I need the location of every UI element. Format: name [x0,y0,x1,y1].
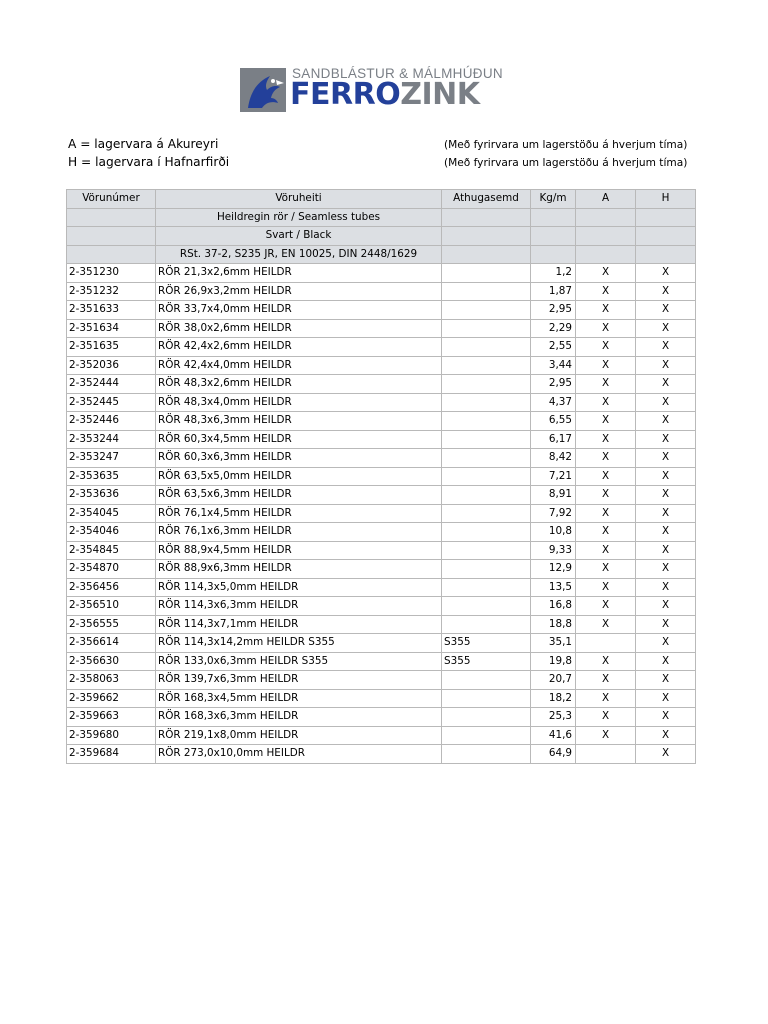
cell-remark [442,689,531,708]
cell-kg-per-m: 18,2 [531,689,576,708]
cell-kg-per-m: 35,1 [531,634,576,653]
subheader-row [67,245,696,264]
cell-kg-per-m: 1,2 [531,264,576,283]
table-row [67,467,696,486]
table-row [67,449,696,468]
cell-product-number: 2-352444 [67,375,156,394]
cell-product-number: 2-356630 [67,652,156,671]
table-row [67,671,696,690]
table-row [67,541,696,560]
cell-stock-a [576,634,636,653]
cell-kg-per-m: 8,91 [531,486,576,505]
cell-stock-h: X [636,597,696,616]
cell-kg-per-m: 1,87 [531,282,576,301]
cell-stock-h: X [636,652,696,671]
cell-product-number: 2-351232 [67,282,156,301]
cell-remark: S355 [442,634,531,653]
cell-stock-a: X [576,597,636,616]
cell-product-name: RÖR 88,9x4,5mm HEILDR [156,541,442,560]
cell-remark [442,541,531,560]
cell-remark [442,486,531,505]
cell-stock-h: X [636,634,696,653]
cell-product-name: RÖR 38,0x2,6mm HEILDR [156,319,442,338]
cell-stock-a: X [576,393,636,412]
cell-product-number: 2-359662 [67,689,156,708]
cell-product-name: RÖR 26,9x3,2mm HEILDR [156,282,442,301]
brand-tagline: SANDBLÁSTUR & MÁLMHÚÐUN [292,66,503,81]
cell-stock-a: X [576,301,636,320]
table-row [67,375,696,394]
subheader-standard: RSt. 37-2, S235 JR, EN 10025, DIN 2448/1629 [156,245,442,264]
cell-stock-h: X [636,449,696,468]
cell-product-number: 2-351634 [67,319,156,338]
table-row [67,634,696,653]
cell-product-name: RÖR 114,3x14,2mm HEILDR S355 [156,634,442,653]
cell-remark [442,319,531,338]
cell-product-number: 2-353636 [67,486,156,505]
cell-product-name: RÖR 42,4x2,6mm HEILDR [156,338,442,357]
cell-product-name: RÖR 114,3x6,3mm HEILDR [156,597,442,616]
cell-kg-per-m: 2,95 [531,301,576,320]
subheader-row [67,208,696,227]
cell-product-number: 2-356555 [67,615,156,634]
cell-product-name: RÖR 48,3x4,0mm HEILDR [156,393,442,412]
cell-stock-a: X [576,412,636,431]
cell-kg-per-m: 16,8 [531,597,576,616]
cell-stock-a: X [576,541,636,560]
product-table [66,189,696,764]
cell-product-number: 2-351230 [67,264,156,283]
cell-stock-h: X [636,412,696,431]
cell-product-name: RÖR 76,1x4,5mm HEILDR [156,504,442,523]
cell-stock-h: X [636,726,696,745]
cell-remark [442,745,531,764]
table-row [67,319,696,338]
cell-stock-a: X [576,430,636,449]
cell-remark [442,523,531,542]
cell-stock-a: X [576,726,636,745]
cell-stock-a: X [576,375,636,394]
cell-stock-h: X [636,356,696,375]
cell-stock-h: X [636,745,696,764]
cell-remark [442,726,531,745]
cell-product-number: 2-356510 [67,597,156,616]
cell-product-name: RÖR 114,3x5,0mm HEILDR [156,578,442,597]
cell-product-number: 2-353247 [67,449,156,468]
cell-stock-a: X [576,671,636,690]
table-row [67,282,696,301]
cell-product-number: 2-354845 [67,541,156,560]
cell-stock-h: X [636,523,696,542]
cell-kg-per-m: 7,92 [531,504,576,523]
cell-product-name: RÖR 88,9x6,3mm HEILDR [156,560,442,579]
cell-remark [442,301,531,320]
cell-kg-per-m: 3,44 [531,356,576,375]
cell-product-name: RÖR 60,3x4,5mm HEILDR [156,430,442,449]
cell-kg-per-m: 7,21 [531,467,576,486]
table-row [67,264,696,283]
cell-product-name: RÖR 114,3x7,1mm HEILDR [156,615,442,634]
cell-remark [442,282,531,301]
legend-akureyri: A = lagervara á Akureyri [68,137,219,151]
table-row [67,615,696,634]
cell-kg-per-m: 19,8 [531,652,576,671]
cell-product-name: RÖR 33,7x4,0mm HEILDR [156,301,442,320]
cell-stock-a: X [576,467,636,486]
cell-stock-h: X [636,393,696,412]
cell-remark [442,671,531,690]
cell-product-number: 2-351633 [67,301,156,320]
cell-stock-h: X [636,338,696,357]
subheader-row [67,227,696,246]
cell-product-name: RÖR 63,5x5,0mm HEILDR [156,467,442,486]
cell-kg-per-m: 9,33 [531,541,576,560]
cell-kg-per-m: 12,9 [531,560,576,579]
cell-remark [442,412,531,431]
cell-remark [442,375,531,394]
cell-kg-per-m: 13,5 [531,578,576,597]
cell-product-number: 2-359680 [67,726,156,745]
cell-remark: S355 [442,652,531,671]
cell-remark [442,264,531,283]
cell-kg-per-m: 18,8 [531,615,576,634]
cell-product-number: 2-356456 [67,578,156,597]
col-header-kg-per-m: Kg/m [531,190,576,209]
cell-product-name: RÖR 76,1x6,3mm HEILDR [156,523,442,542]
table-header-row [67,190,696,209]
cell-stock-h: X [636,689,696,708]
cell-stock-h: X [636,504,696,523]
cell-stock-h: X [636,467,696,486]
table-row [67,430,696,449]
cell-stock-h: X [636,560,696,579]
subheader-tube-type: Heildregin rör / Seamless tubes [156,208,442,227]
legend-hafnarfjordur: H = lagervara í Hafnarfirði [68,155,230,169]
legend-note-akureyri: (Með fyrirvara um lagerstöðu á hverjum tíma) [444,139,688,151]
cell-kg-per-m: 64,9 [531,745,576,764]
cell-stock-a: X [576,578,636,597]
table-row [67,726,696,745]
table-row [67,486,696,505]
cell-remark [442,430,531,449]
cell-kg-per-m: 4,37 [531,393,576,412]
table-row [67,504,696,523]
cell-kg-per-m: 2,29 [531,319,576,338]
brand-name [290,78,479,112]
cell-stock-h: X [636,708,696,727]
cell-product-number: 2-354045 [67,504,156,523]
table-row [67,338,696,357]
table-row [67,578,696,597]
cell-product-number: 2-359663 [67,708,156,727]
col-header-h: H [636,190,696,209]
cell-stock-h: X [636,282,696,301]
cell-kg-per-m: 8,42 [531,449,576,468]
brand-name-part2: ZINK [400,77,480,112]
cell-kg-per-m: 6,55 [531,412,576,431]
cell-stock-a: X [576,264,636,283]
cell-stock-h: X [636,375,696,394]
cell-stock-a: X [576,689,636,708]
cell-product-number: 2-359684 [67,745,156,764]
eagle-logo-icon [240,68,286,112]
cell-product-name: RÖR 48,3x2,6mm HEILDR [156,375,442,394]
cell-product-name: RÖR 273,0x10,0mm HEILDR [156,745,442,764]
cell-stock-a: X [576,560,636,579]
cell-stock-a [576,745,636,764]
cell-product-name: RÖR 42,4x4,0mm HEILDR [156,356,442,375]
subheader-finish: Svart / Black [156,227,442,246]
cell-kg-per-m: 20,7 [531,671,576,690]
col-header-product-name: Vöruheiti [156,190,442,209]
cell-product-name: RÖR 133,0x6,3mm HEILDR S355 [156,652,442,671]
table-row [67,523,696,542]
cell-product-name: RÖR 21,3x2,6mm HEILDR [156,264,442,283]
cell-stock-h: X [636,486,696,505]
cell-kg-per-m: 2,55 [531,338,576,357]
cell-remark [442,393,531,412]
cell-stock-a: X [576,504,636,523]
cell-stock-a: X [576,282,636,301]
table-row [67,652,696,671]
cell-stock-h: X [636,264,696,283]
table-row [67,708,696,727]
cell-product-number: 2-354046 [67,523,156,542]
cell-remark [442,504,531,523]
cell-remark [442,708,531,727]
cell-product-number: 2-358063 [67,671,156,690]
cell-stock-a: X [576,708,636,727]
cell-product-number: 2-353244 [67,430,156,449]
cell-product-number: 2-356614 [67,634,156,653]
cell-stock-a: X [576,486,636,505]
cell-product-name: RÖR 219,1x8,0mm HEILDR [156,726,442,745]
cell-product-number: 2-352446 [67,412,156,431]
cell-stock-h: X [636,319,696,338]
cell-remark [442,560,531,579]
table-row [67,689,696,708]
legend-note-hafnarfjordur: (Með fyrirvara um lagerstöðu á hverjum tíma) [444,157,688,169]
cell-stock-a: X [576,652,636,671]
table-row [67,745,696,764]
table-row [67,393,696,412]
cell-kg-per-m: 2,95 [531,375,576,394]
cell-product-name: RÖR 168,3x4,5mm HEILDR [156,689,442,708]
col-header-product-number: Vörunúmer [67,190,156,209]
brand-name-part1: FERRO [290,77,401,112]
cell-remark [442,597,531,616]
cell-product-number: 2-352445 [67,393,156,412]
cell-stock-a: X [576,356,636,375]
cell-remark [442,449,531,468]
cell-remark [442,578,531,597]
cell-product-number: 2-352036 [67,356,156,375]
table-row [67,412,696,431]
cell-remark [442,615,531,634]
cell-stock-a: X [576,449,636,468]
cell-stock-h: X [636,578,696,597]
cell-product-number: 2-354870 [67,560,156,579]
cell-stock-h: X [636,541,696,560]
table-row [67,301,696,320]
cell-kg-per-m: 25,3 [531,708,576,727]
cell-remark [442,467,531,486]
cell-stock-h: X [636,615,696,634]
ferrozink-logo [240,66,510,116]
col-header-a: A [576,190,636,209]
cell-stock-a: X [576,523,636,542]
table-row [67,356,696,375]
cell-stock-h: X [636,671,696,690]
table-row [67,597,696,616]
cell-product-number: 2-353635 [67,467,156,486]
cell-product-name: RÖR 48,3x6,3mm HEILDR [156,412,442,431]
cell-product-name: RÖR 63,5x6,3mm HEILDR [156,486,442,505]
cell-stock-h: X [636,301,696,320]
cell-product-name: RÖR 168,3x6,3mm HEILDR [156,708,442,727]
cell-stock-a: X [576,615,636,634]
cell-kg-per-m: 41,6 [531,726,576,745]
cell-remark [442,338,531,357]
cell-kg-per-m: 10,8 [531,523,576,542]
cell-stock-a: X [576,319,636,338]
table-row [67,560,696,579]
cell-product-name: RÖR 139,7x6,3mm HEILDR [156,671,442,690]
cell-product-name: RÖR 60,3x6,3mm HEILDR [156,449,442,468]
cell-remark [442,356,531,375]
cell-stock-h: X [636,430,696,449]
cell-product-number: 2-351635 [67,338,156,357]
col-header-remark: Athugasemd [442,190,531,209]
cell-kg-per-m: 6,17 [531,430,576,449]
cell-stock-a: X [576,338,636,357]
